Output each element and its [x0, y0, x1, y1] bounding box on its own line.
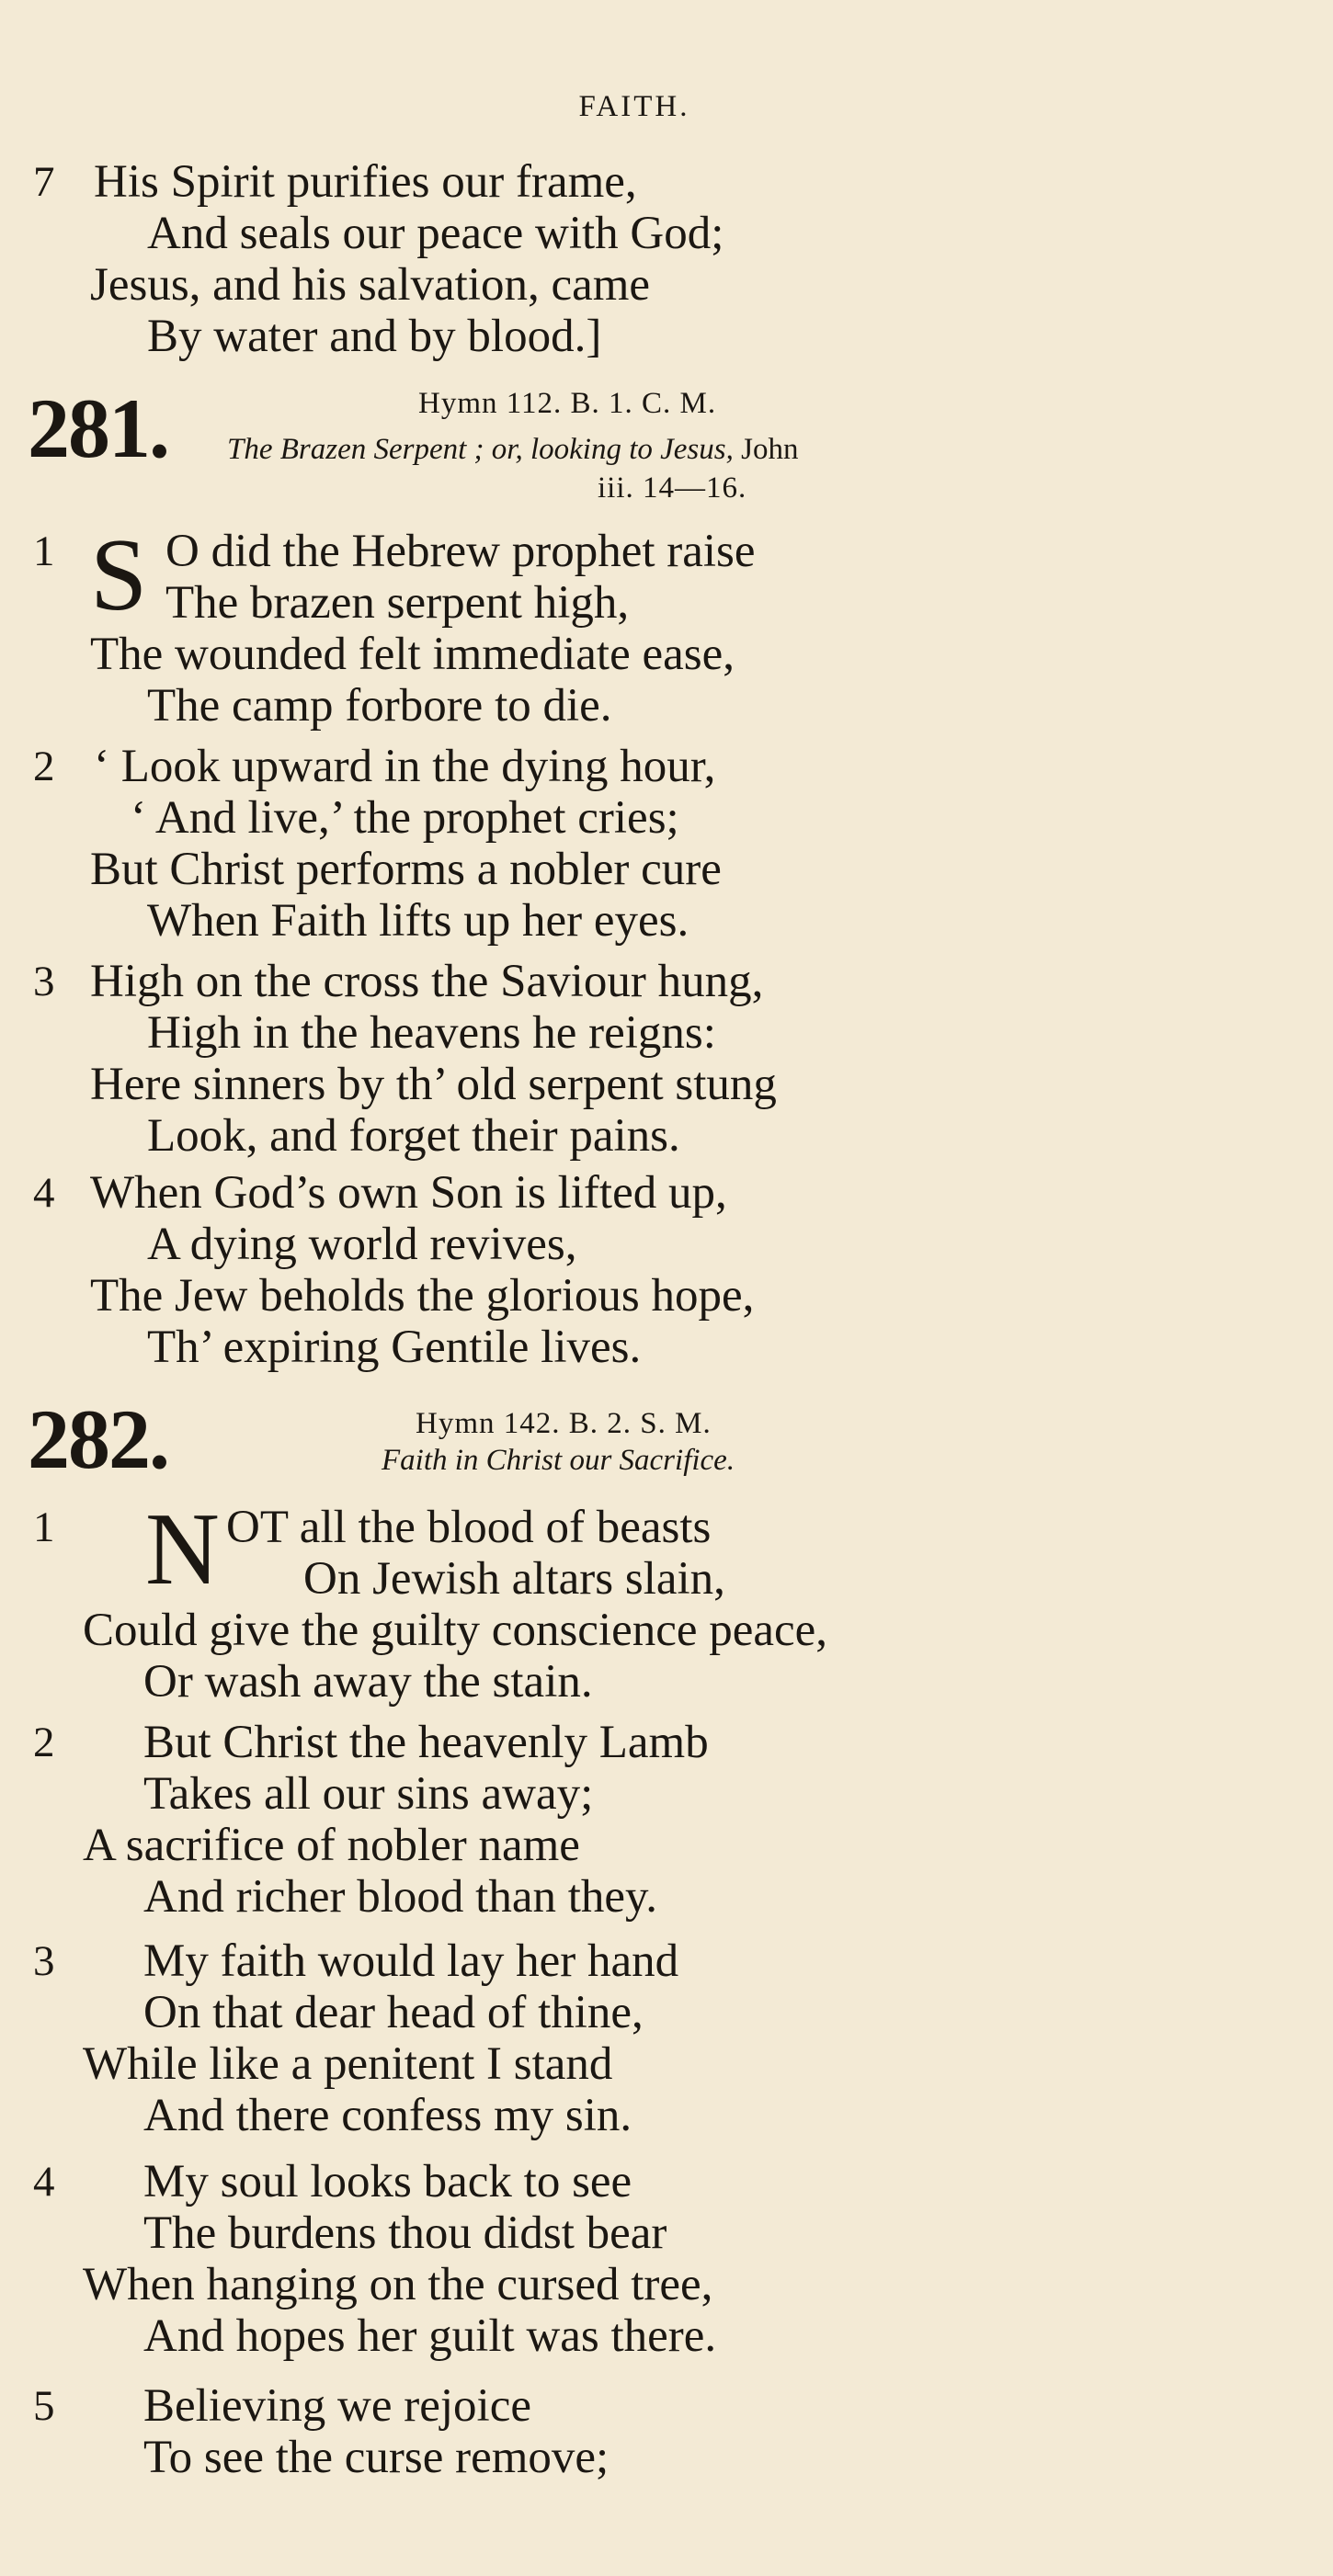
subtitle-roman: John: [733, 433, 799, 466]
verse-number: 5: [33, 2382, 55, 2430]
verse-line: And seals our peace with God;: [147, 208, 724, 259]
drop-cap: N: [145, 1492, 220, 1606]
verse-number: 4: [33, 1169, 55, 1217]
verse-number: 1: [33, 1504, 55, 1551]
verse-line: High on the cross the Saviour hung,: [90, 956, 764, 1007]
verse-number: 2: [33, 1719, 55, 1766]
verse-line: Could give the guilty conscience peace,: [83, 1605, 828, 1656]
drop-cap: S: [90, 518, 148, 632]
verse-line: When Faith lifts up her eyes.: [147, 895, 689, 947]
verse-line: Or wash away the stain.: [143, 1656, 593, 1708]
verse-line: A sacrifice of nobler name: [83, 1820, 580, 1871]
verse-line: On Jewish altars slain,: [303, 1553, 725, 1605]
verse-line: Th’ expiring Gentile lives.: [147, 1322, 642, 1373]
hymn-subtitle-281: [227, 432, 798, 467]
hymn-meta-282: Hymn 142. B. 2. S. M.: [416, 1407, 712, 1440]
verse-number: 2: [33, 743, 55, 790]
verse-number: 1: [33, 528, 55, 575]
verse-line: The wounded felt immediate ease,: [90, 629, 735, 680]
verse-line: Look, and forget their pains.: [147, 1110, 680, 1162]
verse-number: 3: [33, 1937, 55, 1985]
verse-line: ‘ And live,’ the prophet cries;: [131, 792, 679, 844]
hymn-subtitle-282: Faith in Christ our Sacrifice.: [382, 1444, 735, 1477]
verse-line: While like a penitent I stand: [83, 2038, 613, 2090]
running-head: FAITH.: [578, 90, 690, 123]
verse-line: My faith would lay her hand: [143, 1935, 679, 1987]
verse-line: To see the curse remove;: [143, 2432, 610, 2483]
verse-line: OT all the blood of beasts: [226, 1502, 712, 1553]
verse-line: And there confess my sin.: [143, 2090, 632, 2141]
verse-line: A dying world revives,: [147, 1219, 577, 1270]
verse-line: O did the Hebrew prophet raise: [165, 526, 756, 577]
verse-line: When God’s own Son is lifted up,: [90, 1167, 727, 1219]
subtitle-italic: The Brazen Serpent ; or, looking to Jesus,: [227, 433, 734, 466]
verse-line: When hanging on the cursed tree,: [83, 2259, 713, 2310]
verse-line: Takes all our sins away;: [143, 1768, 594, 1820]
verse-number: 4: [33, 2158, 55, 2206]
verse-number: 3: [33, 958, 55, 1005]
verse-line: By water and by blood.]: [147, 311, 602, 362]
verse-line: ‘ Look upward in the dying hour,: [94, 741, 716, 792]
verse-line: And richer blood than they.: [143, 1871, 657, 1923]
verse-line: My soul looks back to see: [143, 2156, 632, 2207]
verse-line: Jesus, and his salvation, came: [90, 259, 651, 311]
verse-line: His Spirit purifies our frame,: [94, 156, 637, 208]
verse-line: On that dear head of thine,: [143, 1987, 644, 2038]
verse-line: But Christ performs a nobler cure: [90, 844, 722, 895]
verse-line: Here sinners by th’ old serpent stung: [90, 1059, 777, 1110]
verse-line: The burdens thou didst bear: [143, 2207, 667, 2259]
verse-line: The Jew beholds the glorious hope,: [90, 1270, 755, 1322]
hymn-meta-281: Hymn 112. B. 1. C. M.: [418, 387, 717, 420]
verse-line: And hopes her guilt was there.: [143, 2310, 717, 2362]
verse-line: Believing we rejoice: [143, 2380, 531, 2432]
verse-line: The brazen serpent high,: [165, 577, 630, 629]
hymn-subtitle-281-line2: iii. 14—16.: [598, 471, 747, 505]
hymn-number-282: 282.: [28, 1392, 168, 1486]
verse-line: But Christ the heavenly Lamb: [143, 1717, 709, 1768]
verse-line: The camp forbore to die.: [147, 680, 612, 732]
verse-number: 7: [33, 158, 55, 206]
verse-line: High in the heavens he reigns:: [147, 1007, 716, 1059]
hymn-number-281: 281.: [28, 381, 168, 475]
